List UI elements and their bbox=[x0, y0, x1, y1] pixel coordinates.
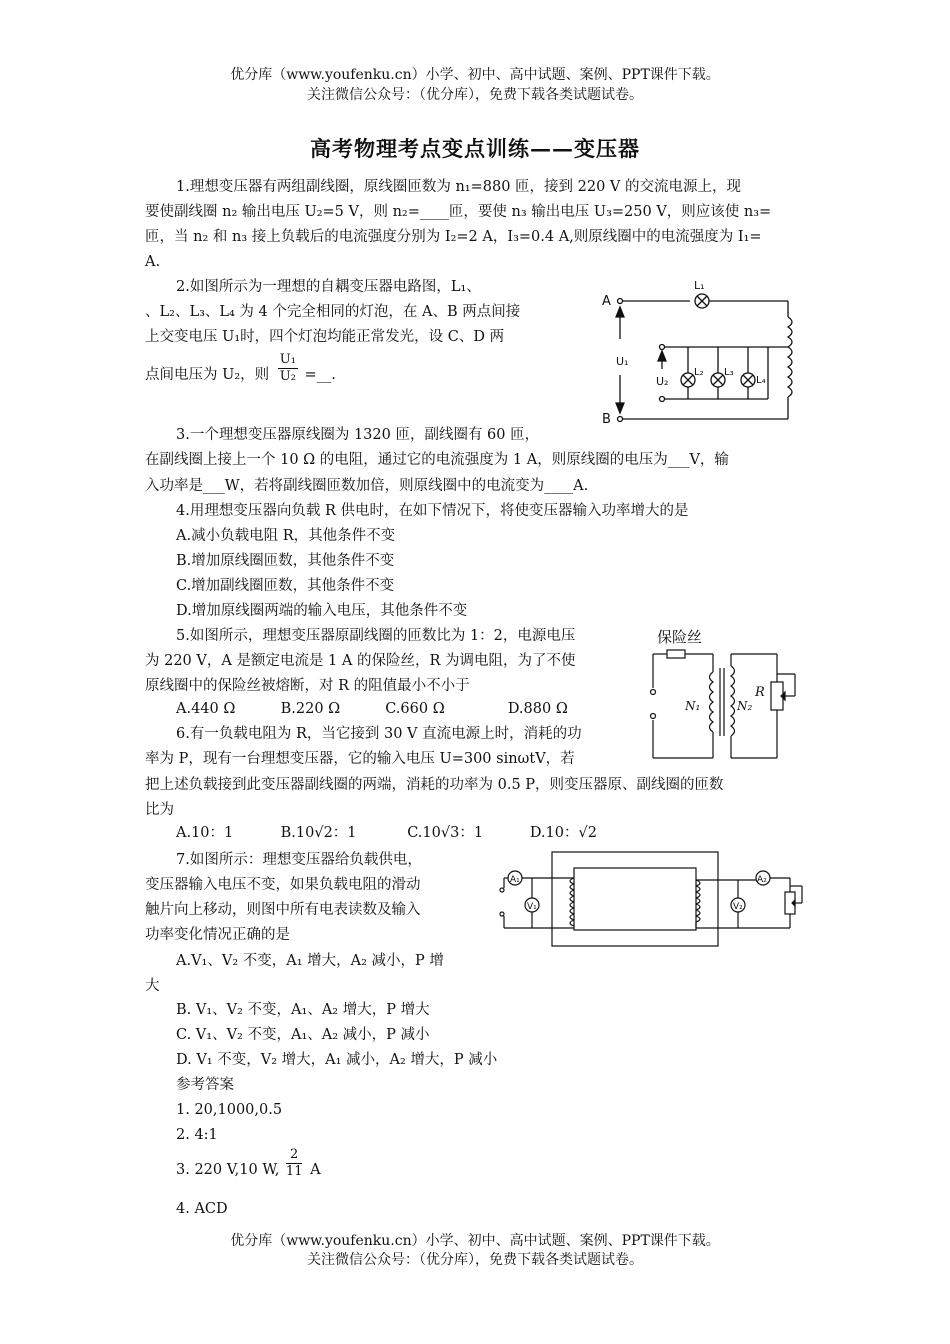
footer-line-2: 关注微信公众号：（优分库），免费下载各类试题试卷。 bbox=[307, 1252, 643, 1268]
answers-heading: 参考答案 bbox=[176, 1077, 234, 1093]
q2-line-2: 、L₂、L₃、L₄ 为 4 个完全相同的灯泡，在 A、B 两点间接 bbox=[145, 304, 521, 320]
q6-line-4: 比为 bbox=[145, 802, 174, 818]
svg-text:V₁: V₁ bbox=[527, 902, 537, 912]
fig2-label-u2: U₂ bbox=[656, 375, 669, 388]
terminal-c bbox=[660, 345, 665, 350]
core-outer bbox=[552, 852, 718, 946]
q6-option-a: A.10：1 bbox=[176, 825, 234, 841]
svg-text:A₁: A₁ bbox=[510, 875, 520, 885]
fig5-label-n2: N₂ bbox=[737, 699, 753, 713]
q2-line-4-text: 点间电压为 U₂，则 bbox=[145, 367, 270, 383]
fig2-label-l4: L₄ bbox=[756, 375, 766, 386]
header-line-1: 优分库（www.youfenku.cn）小学、初中、高中试题、案例、PPT课件下载。 bbox=[230, 67, 720, 83]
input-terminal-top bbox=[500, 888, 504, 892]
terminal-d bbox=[660, 397, 665, 402]
svg-text:A₂: A₂ bbox=[757, 875, 767, 885]
q7-line-2: 变压器输入电压不变，如果负载电阻的滑动 bbox=[145, 877, 421, 893]
fig2-label-b: B bbox=[602, 412, 611, 427]
q6-option-b: B.10√2：1 bbox=[280, 825, 357, 841]
q5-line-2: 为 220 V，A 是额定电流是 1 A 的保险丝，R 为调电阻，为了不使 bbox=[145, 653, 576, 669]
header-line-2: 关注微信公众号：（优分库），免费下载各类试题试卷。 bbox=[307, 87, 643, 103]
input-terminal-bottom bbox=[500, 912, 504, 916]
svg-text:V₂: V₂ bbox=[733, 902, 743, 912]
q2-line-1: 2.如图所示为一理想的自耦变压器电路图，L₁、 bbox=[176, 279, 481, 295]
q7-option-d: D. V₁ 不变，V₂ 增大，A₁ 减小，A₂ 增大，P 减小 bbox=[176, 1052, 498, 1068]
fig2-label-l1: L₁ bbox=[694, 279, 705, 292]
coil bbox=[788, 317, 792, 397]
q4-option-a: A.减小负载电阻 R，其他条件不变 bbox=[176, 528, 396, 544]
q5-option-d: D.880 Ω bbox=[507, 701, 568, 717]
q5-options bbox=[176, 699, 568, 719]
q4-option-b: B.增加原线圈匝数，其他条件不变 bbox=[176, 553, 395, 569]
q7-option-a-1: A.V₁、V₂ 不变，A₁ 增大，A₂ 减小，P 增 bbox=[176, 953, 444, 969]
fuse bbox=[667, 650, 685, 658]
q2-frac-num: U₁ bbox=[279, 351, 296, 367]
terminal-b bbox=[618, 417, 623, 422]
footer-line-1: 优分库（www.youfenku.cn）小学、初中、高中试题、案例、PPT课件下载。 bbox=[230, 1233, 720, 1249]
q7-option-b: B. V₁、V₂ 不变，A₁、A₂ 增大，P 增大 bbox=[176, 1002, 430, 1018]
fig2-label-l3: L₃ bbox=[724, 367, 734, 378]
q6-option-c: C.10√3：1 bbox=[407, 825, 484, 841]
secondary-coil bbox=[731, 666, 735, 736]
fig5-fuse-label: 保险丝 bbox=[657, 628, 703, 646]
figure-transformer-fuse bbox=[645, 624, 815, 764]
q5-option-a: A.440 Ω bbox=[176, 701, 236, 717]
q1-line-3: 匝，当 n₂ 和 n₃ 接上负载后的电流强度分别为 I₂=2 A，I₃=0.4 A,则原线圈中的电流强度为 I₁= bbox=[145, 229, 762, 245]
q4-option-d: D.增加原线圈两端的输入电压，其他条件不变 bbox=[176, 603, 468, 619]
q7-option-c: C. V₁、V₂ 不变，A₁、A₂ 减小，P 减小 bbox=[176, 1027, 430, 1043]
fig2-label-a: A bbox=[602, 294, 611, 309]
fig5-label-n1: N₁ bbox=[685, 699, 701, 713]
source-terminal-bottom bbox=[651, 714, 656, 719]
answer-2: 2. 4:1 bbox=[176, 1127, 218, 1143]
answer-3-unit: A bbox=[310, 1162, 321, 1178]
page-title: 高考物理考点变点训练——变压器 bbox=[310, 136, 640, 161]
q2-line-3: 上交变电压 U₁时，四个灯泡均能正常发光，设 C、D 两 bbox=[145, 329, 505, 345]
fig5-label-r: R bbox=[755, 685, 765, 700]
q6-line-2: 率为 P，现有一台理想变压器，它的输入电压 U=300 sinωtV，若 bbox=[145, 751, 575, 767]
q7-line-3: 触片向上移动，则图中所有电表读数及输入 bbox=[145, 902, 421, 918]
answer-3-text: 3. 220 V,10 W, bbox=[176, 1162, 280, 1178]
primary-coil bbox=[710, 672, 714, 732]
q2-frac-den: U₂ bbox=[279, 368, 296, 384]
answer-3-num: 2 bbox=[286, 1147, 303, 1164]
q4-option-c: C.增加副线圈匝数，其他条件不变 bbox=[176, 578, 395, 594]
q5-option-c: C.660 Ω bbox=[385, 701, 445, 717]
q1-line-4: A. bbox=[145, 254, 161, 270]
answer-3 bbox=[176, 1146, 321, 1180]
q5-option-b: B.220 Ω bbox=[280, 701, 341, 717]
figure-transformer-meters bbox=[494, 848, 806, 950]
q3-line-2: 在副线圈上接上一个 10 Ω 的电阻，通过它的电流强度为 1 A，则原线圈的电压为___V，输 bbox=[145, 452, 729, 468]
answer-1: 1. 20,1000,0.5 bbox=[176, 1102, 283, 1118]
fig2-label-u1: U₁ bbox=[616, 355, 629, 368]
answer-3-fraction bbox=[286, 1147, 303, 1180]
answer-3-den: 11 bbox=[285, 1163, 303, 1179]
q2-line-4 bbox=[145, 351, 336, 385]
q5-line-3: 原线圈中的保险丝被熔断，对 R 的阻值最小不小于 bbox=[145, 678, 470, 694]
core-inner bbox=[574, 868, 696, 930]
q1-line-1: 1.理想变压器有两组副线圈，原线圈匝数为 n₁=880 匝，接到 220 V 的交流电源上，现 bbox=[176, 179, 742, 195]
q7-option-a-2: 大 bbox=[145, 978, 160, 994]
q7-line-1: 7.如图所示：理想变压器给负载供电， bbox=[176, 852, 422, 868]
answer-4: 4. ACD bbox=[176, 1201, 228, 1217]
q1-line-2: 要使副线圈 n₂ 输出电压 U₂=5 V，则 n₂=____匝，要使 n₃ 输出电压 U₃=250 V，则应该使 n₃= bbox=[145, 204, 772, 220]
q2-line-4-tail: =__. bbox=[304, 367, 336, 383]
q2-fraction bbox=[278, 352, 298, 385]
q5-line-1: 5.如图所示，理想变压器原副线圈的匝数比为 1：2，电源电压 bbox=[176, 628, 576, 644]
q6-options bbox=[176, 823, 597, 843]
fig2-label-l2: L₂ bbox=[694, 367, 704, 378]
q3-line-1: 3.一个理想变压器原线圈为 1320 匝，副线圈有 60 匝， bbox=[176, 427, 540, 443]
q7-line-4: 功率变化情况正确的是 bbox=[145, 927, 290, 943]
source-terminal-top bbox=[651, 690, 656, 695]
q4-stem: 4.用理想变压器向负载 R 供电时，在如下情况下，将使变压器输入功率增大的是 bbox=[176, 503, 689, 519]
q6-line-3: 把上述负载接到此变压器副线圈的两端，消耗的功率为 0.5 P，则变压器原、副线圈的匝数 bbox=[145, 777, 724, 793]
q3-line-3: 入功率是___W，若将副线圈匝数加倍，则原线圈中的电流变为____A. bbox=[145, 478, 589, 494]
q6-line-1: 6.有一负载电阻为 R，当它接到 30 V 直流电源上时，消耗的功 bbox=[176, 726, 582, 742]
figure-autotransformer bbox=[598, 277, 808, 427]
q6-option-d: D.10：√2 bbox=[529, 825, 597, 841]
terminal-a bbox=[618, 299, 623, 304]
